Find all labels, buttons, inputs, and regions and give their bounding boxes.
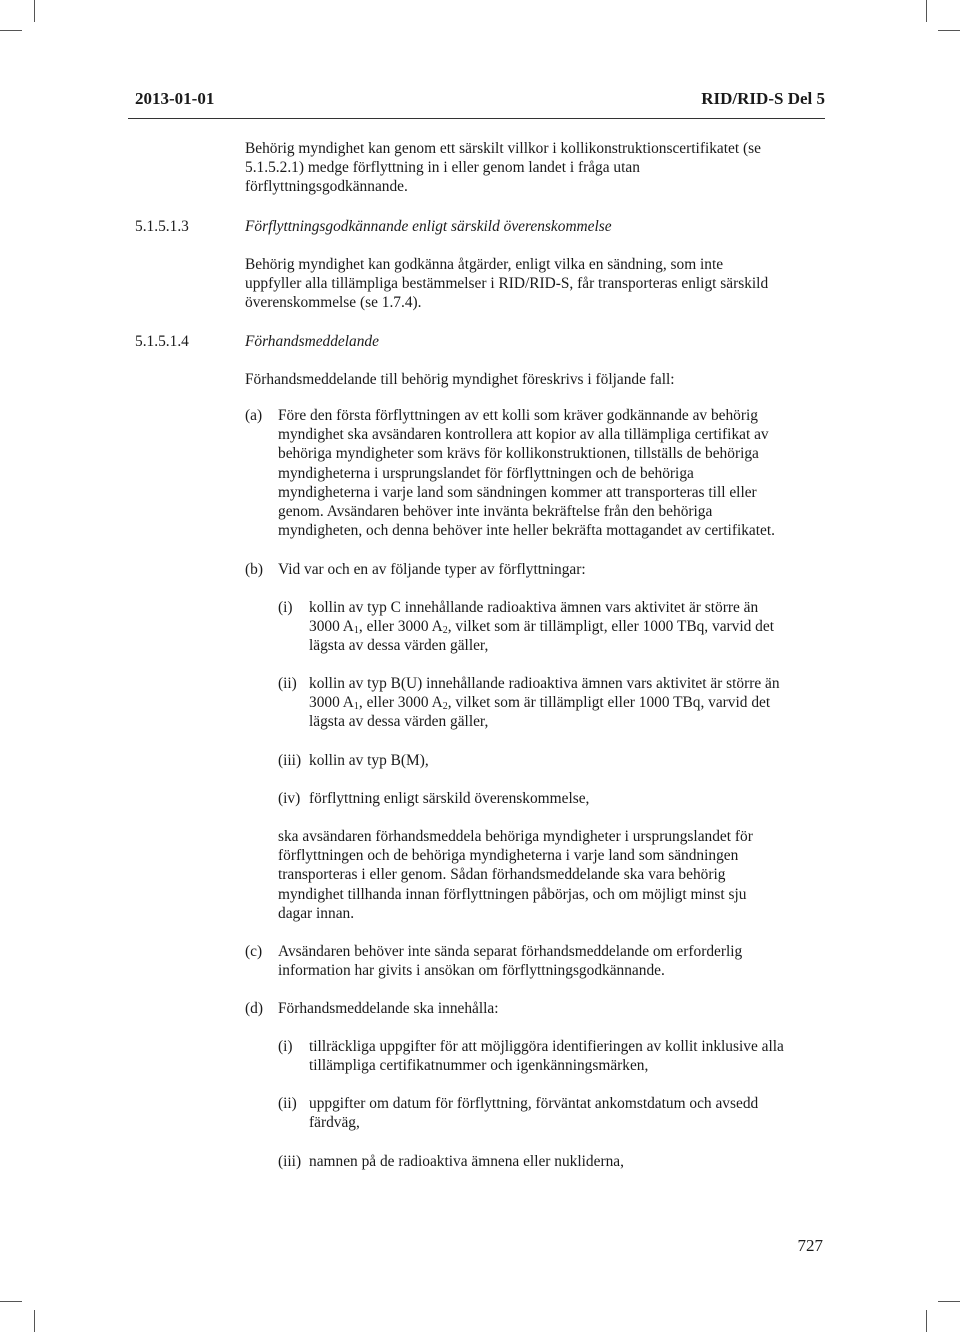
sublist-label: (iv) xyxy=(278,790,301,807)
text-line: transporteras i eller genom. Sådan förhandsmeddelande ska vara behörig xyxy=(278,866,726,884)
sublist-label: (i) xyxy=(278,599,293,616)
crop-mark xyxy=(926,1310,927,1332)
crop-mark xyxy=(938,30,960,31)
text-line: lägsta av dessa värden gäller, xyxy=(309,637,489,655)
text-line: 5.1.5.2.1) medge förflyttning in i eller genom landet i fråga utan xyxy=(245,159,640,177)
section-number: 5.1.5.1.4 xyxy=(135,333,189,350)
sublist-label: (ii) xyxy=(278,675,297,692)
text-line: myndigheterna i varje land som sändningen kommer att transporteras till eller xyxy=(278,483,757,501)
text-line: förflyttningsgodkännande. xyxy=(245,178,408,196)
list-label: (a) xyxy=(245,407,263,424)
sublist-text xyxy=(309,1094,825,1132)
text-line: genom. Avsändaren behöver inte invänta bekräftelse från den behöriga xyxy=(278,503,713,521)
section-number: 5.1.5.1.3 xyxy=(135,218,189,235)
text-line: myndigheten, och denna behöver inte heller bekräfta mottagandet av certifikatet. xyxy=(278,522,775,540)
sublist-text: kollin av typ B(M), xyxy=(309,752,429,769)
section-lead: Förhandsmeddelande till behörig myndighet föreskrivs i följande fall: xyxy=(245,371,675,388)
sublist-text: namnen på de radioaktiva ämnena eller nukliderna, xyxy=(309,1153,624,1170)
crop-mark xyxy=(34,0,35,22)
text-line: uppgifter om datum för förflyttning, förväntat ankomstdatum och avsedd xyxy=(309,1095,759,1112)
page-number: 727 xyxy=(797,1236,823,1255)
list-text: Förhandsmeddelande ska innehålla: xyxy=(278,1000,499,1017)
section-heading: Förhandsmeddelande xyxy=(245,333,379,350)
header-rule xyxy=(128,118,825,119)
text-line: kollin av typ C innehållande radioaktiva ämnen vars aktivitet är större än xyxy=(309,599,759,616)
sublist-label: (iii) xyxy=(278,752,302,769)
list-label: (d) xyxy=(245,1000,263,1017)
text-line: uppfyller alla tillämpliga bestämmelser i RID/RID-S, får transporteras enligt särskild xyxy=(245,275,769,293)
section-paragraph xyxy=(245,255,825,313)
list-text xyxy=(278,406,828,540)
text-line: myndighet tillhanda innan förflyttningen påbörjas, och om möjligt minst sju xyxy=(278,885,747,903)
text-line: ska avsändaren förhandsmeddela behöriga myndigheter i ursprungslandet för xyxy=(278,828,753,845)
crop-mark xyxy=(938,1301,960,1302)
text-line: kollin av typ B(U) innehållande radioaktiva ämnen vars aktivitet är större än xyxy=(309,675,780,692)
sublist-text: förflyttning enligt särskild överenskommelse, xyxy=(309,790,590,807)
text-line: Avsändaren behöver inte sända separat förhandsmeddelande om erforderlig xyxy=(278,943,743,960)
text-line: Behörig myndighet kan godkänna åtgärder, enligt vilka en sändning, som inte xyxy=(245,256,724,273)
text-line: information har givits i ansökan om förflyttningsgodkännande. xyxy=(278,962,665,980)
sublist-text xyxy=(309,598,825,656)
header-title: RID/RID-S Del 5 xyxy=(701,89,825,108)
text-line: myndigheterna i ursprungslandet för förflyttningen och de behöriga xyxy=(278,464,694,482)
sublist-label: (iii) xyxy=(278,1153,302,1170)
crop-mark xyxy=(34,1310,35,1332)
sublist-text xyxy=(309,674,825,732)
list-label: (c) xyxy=(245,943,263,960)
sublist-text xyxy=(309,1037,825,1075)
header-date: 2013-01-01 xyxy=(135,89,215,108)
text-line: 3000 $A_1$, eller 3000 $A_2$, vilket som är tillämpligt, eller 1000 TBq, varvid det xyxy=(309,618,774,637)
sublist-label: (ii) xyxy=(278,1095,297,1112)
crop-mark xyxy=(0,30,22,31)
text-line: tillräckliga uppgifter för att möjliggöra identifieringen av kollit inklusive alla xyxy=(309,1038,784,1055)
intro-paragraph xyxy=(245,139,825,197)
text-line: myndighet ska avsändaren kontrollera att kopior av alla tillämpliga certifikat av xyxy=(278,426,769,444)
text-line: överenskommelse (se 1.7.4). xyxy=(245,294,422,312)
list-text: Vid var och en av följande typer av förflyttningar: xyxy=(278,561,586,578)
text-line: färdväg, xyxy=(309,1114,360,1132)
text-line: Före den första förflyttningen av ett kolli som kräver godkännande av behörig xyxy=(278,407,758,424)
sublist-label: (i) xyxy=(278,1038,293,1055)
text-line: tillämpliga certifikatnummer och igenkänningsmärken, xyxy=(309,1057,649,1075)
text-line: förflyttningen och de behöriga myndigheterna i varje land som sändningen xyxy=(278,847,739,865)
text-line: behöriga myndigheter som krävs för kollikonstruktionen, tillställs de behöriga xyxy=(278,445,759,463)
crop-mark xyxy=(926,0,927,22)
text-line: dagar innan. xyxy=(278,904,355,922)
list-label: (b) xyxy=(245,561,263,578)
text-line: 3000 $A_1$, eller 3000 $A_2$, vilket som är tillämpligt eller 1000 TBq, varvid det xyxy=(309,694,771,713)
list-text xyxy=(278,942,828,980)
section-heading: Förflyttningsgodkännande enligt särskild överenskommelse xyxy=(245,218,612,235)
text-line: lägsta av dessa värden gäller, xyxy=(309,713,489,731)
crop-mark xyxy=(0,1301,22,1302)
list-b-closing xyxy=(278,827,828,923)
text-line: Behörig myndighet kan genom ett särskilt villkor i kollikonstruktionscertifikatet (se xyxy=(245,140,761,157)
